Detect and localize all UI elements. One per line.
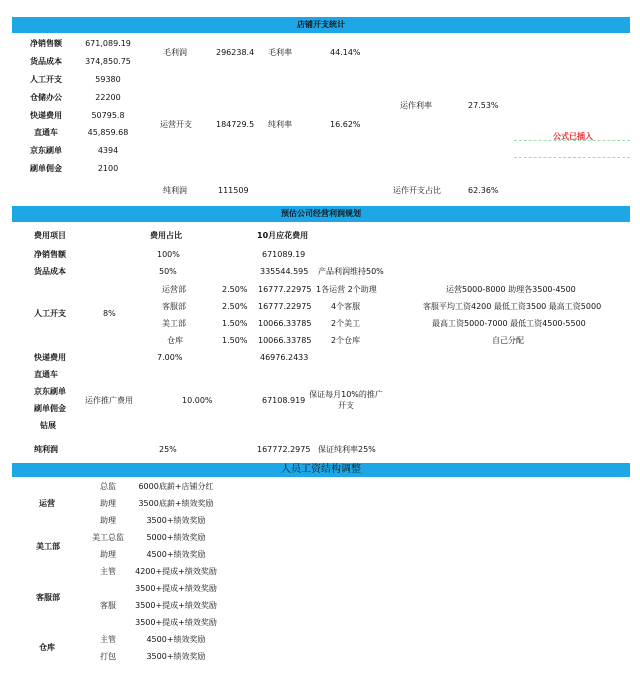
role-warehouse-supervisor: 主管 xyxy=(100,635,116,644)
s2-label-express: 快递费用 xyxy=(34,353,66,362)
labor-dept-design: 美工部 xyxy=(162,319,186,328)
section2-header xyxy=(12,206,630,222)
s1-value-ztc: 45,859.68 xyxy=(87,128,129,137)
role-cs: 客服 xyxy=(100,601,116,610)
labor-note-ops: 运营5000-8000 助理各3500-4500 xyxy=(446,285,576,294)
promo-expense-value: 67108.919 xyxy=(262,396,306,405)
s2-label-brush-commission: 刷单佣金 xyxy=(34,404,66,413)
role-ops-assistant: 助理 xyxy=(100,499,116,508)
s1-label-jd-brush: 京东刷单 xyxy=(30,146,62,155)
role-packer: 打包 xyxy=(100,652,116,661)
labor-dept-ops: 运营部 xyxy=(162,285,186,294)
labor-dept-cs: 客服部 xyxy=(162,302,186,311)
gross-profit-value: 296238.4 xyxy=(216,48,255,57)
labor-count-design: 2个美工 xyxy=(331,319,361,328)
labor-pct-ops: 2.50% xyxy=(222,285,248,294)
labor-note-warehouse: 自己分配 xyxy=(492,336,524,345)
op-expense-label: 运营开支 xyxy=(160,120,192,129)
role-design-assistant: 助理 xyxy=(100,550,116,559)
net-profit-value: 111509 xyxy=(218,186,249,195)
gross-margin-label: 毛利率 xyxy=(268,48,292,57)
dept-warehouse: 仓库 xyxy=(39,643,55,652)
s2-label-sales: 净销售额 xyxy=(34,250,66,259)
op-profit-rate-label: 运作利率 xyxy=(400,101,432,110)
s2-ratio-sales: 100% xyxy=(157,250,180,259)
s2-value-net-profit: 167772.2975 xyxy=(257,445,311,454)
pay-director: 6000底薪+店铺分红 xyxy=(138,482,214,491)
dept-design: 美工部 xyxy=(36,542,60,551)
s1-label-brush-commission: 刷单佣金 xyxy=(30,164,62,173)
gross-profit-label: 毛利润 xyxy=(163,48,187,57)
s2-ratio-labor: 8% xyxy=(103,309,116,318)
s2-value-express: 46976.2433 xyxy=(260,353,309,362)
labor-note-design: 最高工资5000-7000 最低工资4500-5500 xyxy=(432,319,586,328)
labor-value-ops: 16777.22975 xyxy=(258,285,312,294)
pay-design-director: 5000+绩效奖励 xyxy=(146,533,206,542)
s2-label-labor: 人工开支 xyxy=(34,309,66,318)
section3-title: 人员工资结构调整 xyxy=(281,464,361,475)
s1-label-sales: 净销售额 xyxy=(30,39,62,48)
s1-label-express: 快递费用 xyxy=(30,111,62,120)
section2-title: 预估公司经营利润规划 xyxy=(281,209,361,218)
s1-value-express: 50795.8 xyxy=(91,111,125,120)
net-profit-label: 纯利润 xyxy=(163,186,187,195)
s1-value-sales: 671,089.19 xyxy=(85,39,131,48)
section3-header xyxy=(12,463,630,477)
s2-label-net-profit: 纯利润 xyxy=(34,445,58,454)
s2-label-goods: 货品成本 xyxy=(34,267,66,276)
labor-pct-cs: 2.50% xyxy=(222,302,248,311)
s2-ratio-express: 7.00% xyxy=(157,353,183,362)
formula-inserted-note: 公式已插入 xyxy=(553,132,593,141)
s2-note-goods: 产品利润维持50% xyxy=(318,267,384,276)
gross-margin-value: 44.14% xyxy=(330,48,361,57)
op-profit-rate-value: 27.53% xyxy=(468,101,499,110)
promo-expense-ratio: 10.00% xyxy=(182,396,213,405)
labor-value-design: 10066.33785 xyxy=(258,319,312,328)
section1-title: 店铺开支统计 xyxy=(297,20,345,29)
role-cs-supervisor: 主管 xyxy=(100,567,116,576)
pay-packer: 3500+绩效奖励 xyxy=(146,652,206,661)
dept-operations: 运营 xyxy=(39,499,55,508)
op-expense-value: 184729.5 xyxy=(216,120,255,129)
s1-label-warehouse: 仓储办公 xyxy=(30,93,62,102)
labor-value-warehouse: 10066.33785 xyxy=(258,336,312,345)
s1-label-goods-cost: 货品成本 xyxy=(30,57,62,66)
labor-dept-warehouse: 仓库 xyxy=(167,336,183,345)
labor-pct-warehouse: 1.50% xyxy=(222,336,248,345)
s1-value-jd-brush: 4394 xyxy=(97,146,119,155)
s1-value-brush-commission: 2100 xyxy=(97,164,119,173)
pay-ops-assistant: 3500底薪+绩效奖励 xyxy=(138,499,214,508)
section1-header xyxy=(12,17,630,33)
labor-count-ops: 1各运营 2个助理 xyxy=(316,285,377,294)
s2-label-jd-brush: 京东刷单 xyxy=(34,387,66,396)
role-director: 总监 xyxy=(100,482,116,491)
dashed-divider xyxy=(514,140,630,141)
op-expense-ratio-value: 62.36% xyxy=(468,186,499,195)
header-expense-ratio: 费用占比 xyxy=(150,231,182,240)
s2-note-net-profit: 保证纯利率25% xyxy=(318,445,376,454)
role-ops-assistant-2: 助理 xyxy=(100,516,116,525)
role-design-director: 美工总监 xyxy=(92,533,124,542)
s1-value-goods-cost: 374,850.75 xyxy=(85,57,131,66)
s2-ratio-net-profit: 25% xyxy=(159,445,177,454)
net-margin-label: 纯利率 xyxy=(268,120,292,129)
pay-cs-2: 3500+提成+绩效奖励 xyxy=(135,601,217,610)
pay-cs-3: 3500+提成+绩效奖励 xyxy=(135,618,217,627)
s1-value-labor: 59380 xyxy=(95,75,121,84)
s2-label-zuanzhan: 钻展 xyxy=(40,421,56,430)
net-margin-value: 16.62% xyxy=(330,120,361,129)
pay-cs-supervisor: 4200+提成+绩效奖励 xyxy=(135,567,217,576)
promo-note-line1: 保证每月10%的推广 xyxy=(309,390,383,399)
pay-cs-1: 3500+提成+绩效奖励 xyxy=(135,584,217,593)
promo-note-line2: 开支 xyxy=(338,401,354,410)
s2-label-ztc: 直通车 xyxy=(34,370,58,379)
op-expense-ratio-label: 运作开支占比 xyxy=(393,186,441,195)
header-expense-item: 费用项目 xyxy=(34,231,66,240)
labor-count-warehouse: 2个仓库 xyxy=(331,336,361,345)
s1-value-warehouse: 22200 xyxy=(95,93,121,102)
promo-expense-name: 运作推广费用 xyxy=(85,396,133,405)
s1-label-ztc: 直通车 xyxy=(34,128,58,137)
dashed-divider xyxy=(514,157,630,158)
labor-value-cs: 16777.22975 xyxy=(258,302,312,311)
labor-note-cs: 客服平均工资4200 最低工资3500 最高工资5000 xyxy=(423,302,602,311)
header-october-spend: 10月应花费用 xyxy=(257,231,309,240)
s2-value-sales: 671089.19 xyxy=(262,250,306,259)
labor-count-cs: 4个客服 xyxy=(331,302,361,311)
labor-pct-design: 1.50% xyxy=(222,319,248,328)
pay-warehouse-supervisor: 4500+绩效奖励 xyxy=(146,635,206,644)
dept-customer-service: 客服部 xyxy=(36,593,60,602)
s1-label-labor: 人工开支 xyxy=(30,75,62,84)
s2-ratio-goods: 50% xyxy=(159,267,177,276)
pay-design-assistant: 4500+绩效奖励 xyxy=(146,550,206,559)
pay-ops-assistant-2: 3500+绩效奖励 xyxy=(146,516,206,525)
s2-value-goods: 335544.595 xyxy=(260,267,309,276)
